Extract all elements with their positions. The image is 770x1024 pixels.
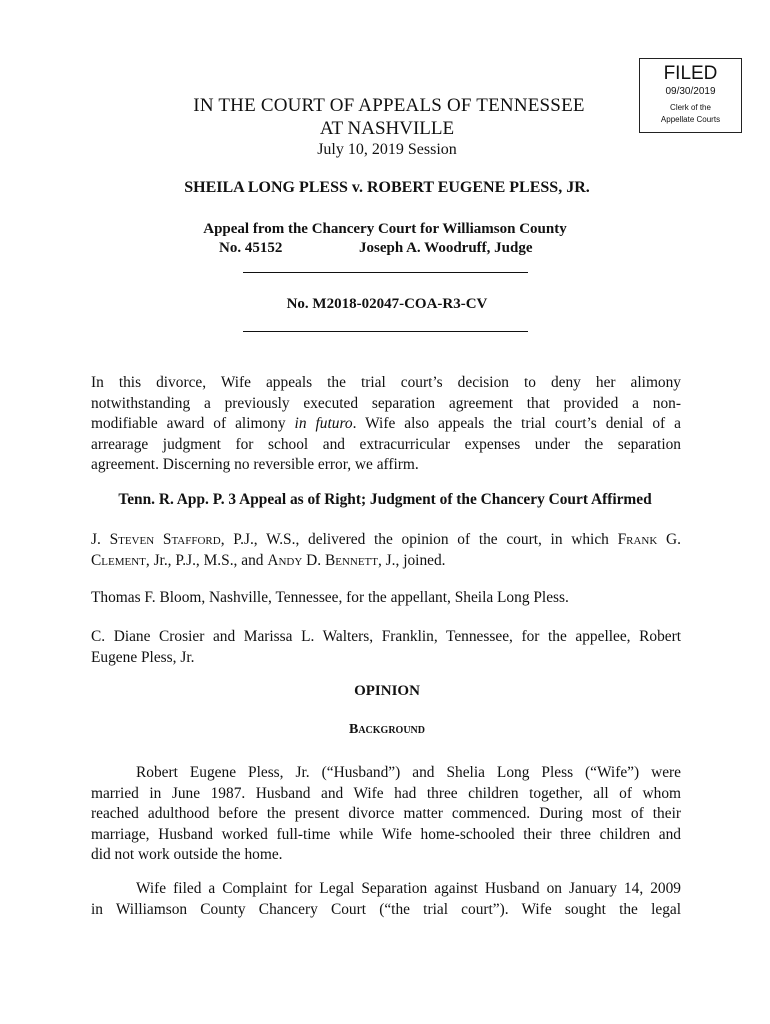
judge-name: Clement: [91, 551, 146, 569]
counsel-line: C. Diane Crosier and Marissa L. Walters, Franklin, Tennessee, for the appellee, Robert: [91, 628, 681, 645]
judge-name: Frank: [617, 531, 658, 548]
judges-statement: [91, 530, 681, 571]
judges-line: [91, 530, 681, 551]
judge-name: Bennett: [324, 551, 378, 569]
body-line: in Williamson County Chancery Court (“the trial court”). Wife sought the legal: [91, 900, 681, 918]
trial-case-number: No. 45152: [219, 240, 283, 256]
case-summary: [91, 373, 681, 476]
summary-text: modifiable award of alimony: [91, 415, 295, 432]
counsel-line: Eugene Pless, Jr.: [91, 648, 195, 666]
summary-line: agreement. Discerning no reversible error, we affirm.: [91, 456, 419, 473]
section-heading: Background: [348, 722, 425, 737]
judges-line: [91, 551, 681, 572]
body-line: married in June 1987. Husband and Wife had three children together, all of whom: [91, 784, 681, 802]
appellant-counsel: [91, 588, 681, 609]
judge-initial: J.: [91, 531, 110, 548]
body-line: Wife filed a Complaint for Legal Separation against Husband on January 14, 2009: [136, 880, 681, 897]
holding: Tenn. R. App. P. 3 Appeal as of Right; Judgment of the Chancery Court Affirmed: [118, 491, 652, 508]
judges-text: , P.J., W.S., delivered the opinion of the court, in which: [220, 531, 618, 548]
body-paragraph: [91, 879, 681, 920]
judges-text: G.: [657, 531, 681, 548]
judge-name: Steven Stafford: [109, 531, 221, 548]
body-line: marriage, Husband worked full-time while Wife home-schooled their three children and: [91, 825, 681, 843]
docket-number: No. M2018-02047-COA-R3-CV: [286, 296, 488, 312]
clerk-line-1: Clerk of the: [670, 103, 711, 112]
filed-date: 09/30/2019: [665, 86, 716, 97]
judge-name: Andy: [267, 551, 303, 569]
session-date: July 10, 2019 Session: [317, 141, 457, 158]
summary-line: notwithstanding a previously executed separation agreement that provided a non-: [91, 394, 681, 412]
body-line: Robert Eugene Pless, Jr. (“Husband”) and Shelia Long Pless (“Wife”) were: [136, 764, 681, 781]
trial-judge: Joseph A. Woodruff, Judge: [359, 240, 533, 256]
court-location: AT NASHVILLE: [319, 118, 455, 139]
divider-bottom: [243, 331, 528, 332]
clerk-line-2: Appellate Courts: [660, 115, 721, 124]
filed-label: FILED: [663, 63, 718, 84]
judges-text: , Jr., P.J., M.S., and: [145, 551, 268, 569]
summary-text: . Wife also appeals the trial court’s denial of a: [352, 415, 681, 432]
body-line: did not work outside the home.: [91, 846, 283, 863]
case-title: SHEILA LONG PLESS v. ROBERT EUGENE PLESS, JR.: [184, 179, 590, 196]
judges-text: D.: [302, 551, 325, 569]
summary-italic: in futuro: [294, 415, 353, 432]
judges-text: , J., joined.: [377, 551, 446, 569]
summary-line: In this divorce, Wife appeals the trial court’s decision to deny her alimony: [91, 374, 681, 391]
appeal-from: Appeal from the Chancery Court for Williamson County: [203, 221, 567, 237]
opinion-heading: OPINION: [354, 683, 420, 699]
divider-top: [243, 272, 528, 273]
appellee-counsel: [91, 627, 681, 668]
court-name: IN THE COURT OF APPEALS OF TENNESSEE: [193, 95, 585, 116]
body-line: reached adulthood before the present divorce matter commenced. During most of their: [91, 805, 681, 822]
summary-line: arrearage judgment for school and extracurricular expenses under the separation: [91, 435, 681, 453]
counsel-line: Thomas F. Bloom, Nashville, Tennessee, for the appellant, Sheila Long Pless.: [91, 589, 569, 606]
body-paragraph: [91, 763, 681, 866]
summary-line: [91, 414, 681, 435]
